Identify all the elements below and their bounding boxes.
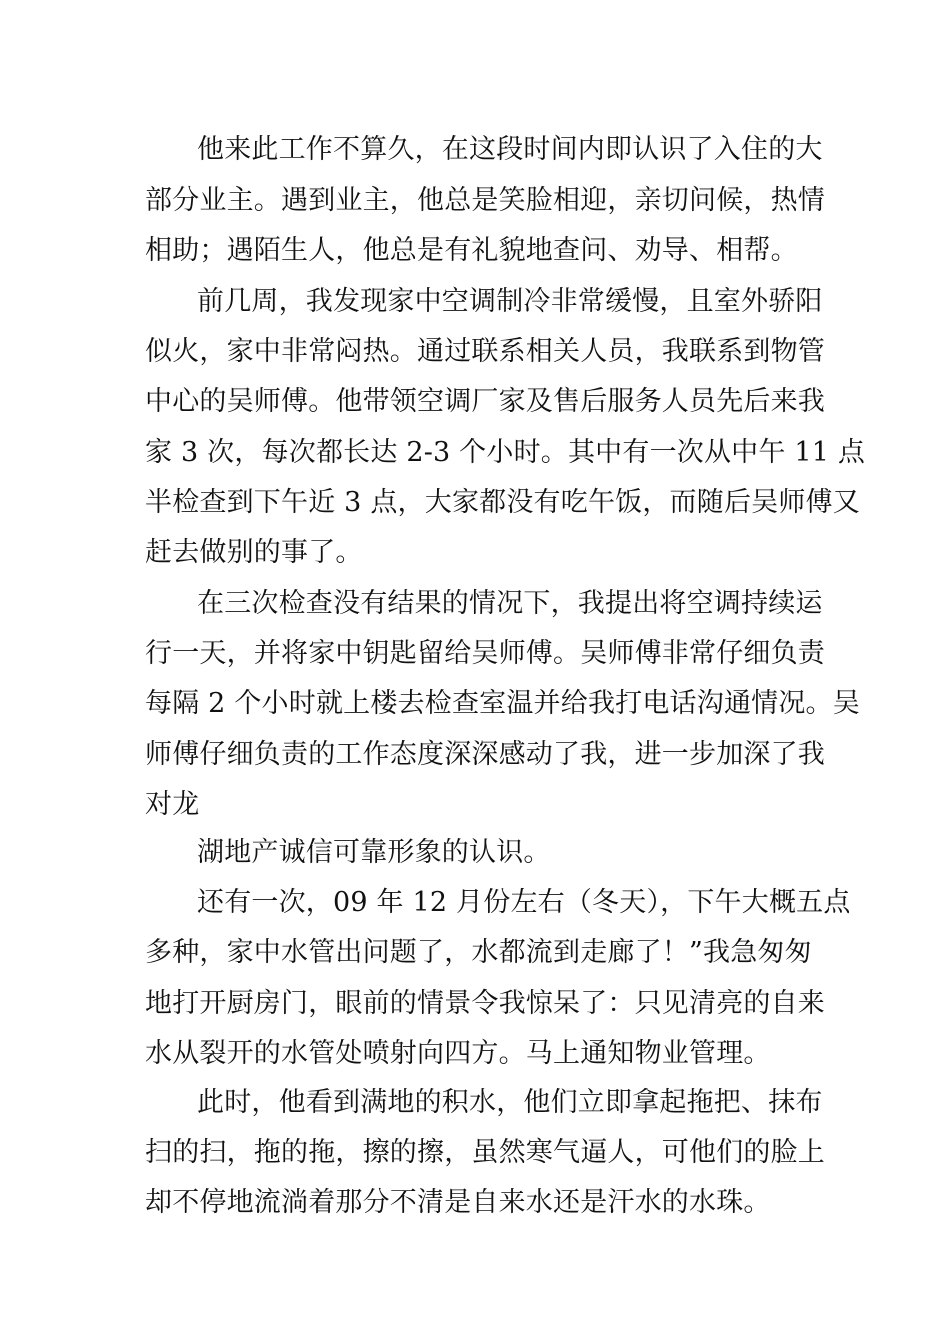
text-line: 前几周，我发现家中空调制冷非常缓慢，且室外骄阳: [197, 286, 823, 317]
text-line: 家 3 次，每次都长达 2-3 个小时。其中有一次从中午 11 点: [145, 437, 866, 468]
text-line: 赶去做别的事了。: [145, 537, 363, 568]
text-line: 部分业主。遇到业主，他总是笑脸相迎，亲切问候，热情: [145, 185, 825, 216]
text-line: 水从裂开的水管处喷射向四方。马上通知物业管理。: [145, 1038, 771, 1069]
text-line: 每隔 2 个小时就上楼去检查室温并给我打电话沟通情况。吴: [145, 688, 860, 719]
text-line: 行一天，并将家中钥匙留给吴师傅。吴师傅非常仔细负责: [145, 638, 825, 669]
text-line: 还有一次，09 年 12 月份左右（冬天），下午大概五点: [197, 887, 851, 918]
text-line: 似火，家中非常闷热。通过联系相关人员，我联系到物管: [145, 336, 825, 367]
text-line: 湖地产诚信可靠形象的认识。: [197, 837, 551, 868]
text-line: 中心的吴师傅。他带领空调厂家及售后服务人员先后来我: [145, 386, 825, 417]
text-line: 对龙: [145, 789, 200, 820]
text-line: 他来此工作不算久，在这段时间内即认识了入住的大: [197, 134, 823, 165]
text-line: 多种，家中水管出问题了，水都流到走廊了！”我急匆匆: [145, 937, 812, 968]
text-line: 半检查到下午近 3 点，大家都没有吃午饭，而随后吴师傅又: [145, 487, 860, 518]
text-line: 却不停地流淌着那分不清是自来水还是汗水的水珠。: [145, 1187, 771, 1218]
text-line: 地打开厨房门，眼前的情景令我惊呆了：只见清亮的自来: [145, 988, 825, 1019]
text-line: 在三次检查没有结果的情况下，我提出将空调持续运: [197, 588, 823, 619]
text-line: 此时，他看到满地的积水，他们立即拿起拖把、抹布: [197, 1087, 823, 1118]
text-line: 师傅仔细负责的工作态度深深感动了我，进一步加深了我: [145, 739, 825, 770]
text-line: 相助；遇陌生人，他总是有礼貌地查问、劝导、相帮。: [145, 235, 798, 266]
text-line: 扫的扫，拖的拖，擦的擦，虽然寒气逼人，可他们的脸上: [145, 1137, 825, 1168]
